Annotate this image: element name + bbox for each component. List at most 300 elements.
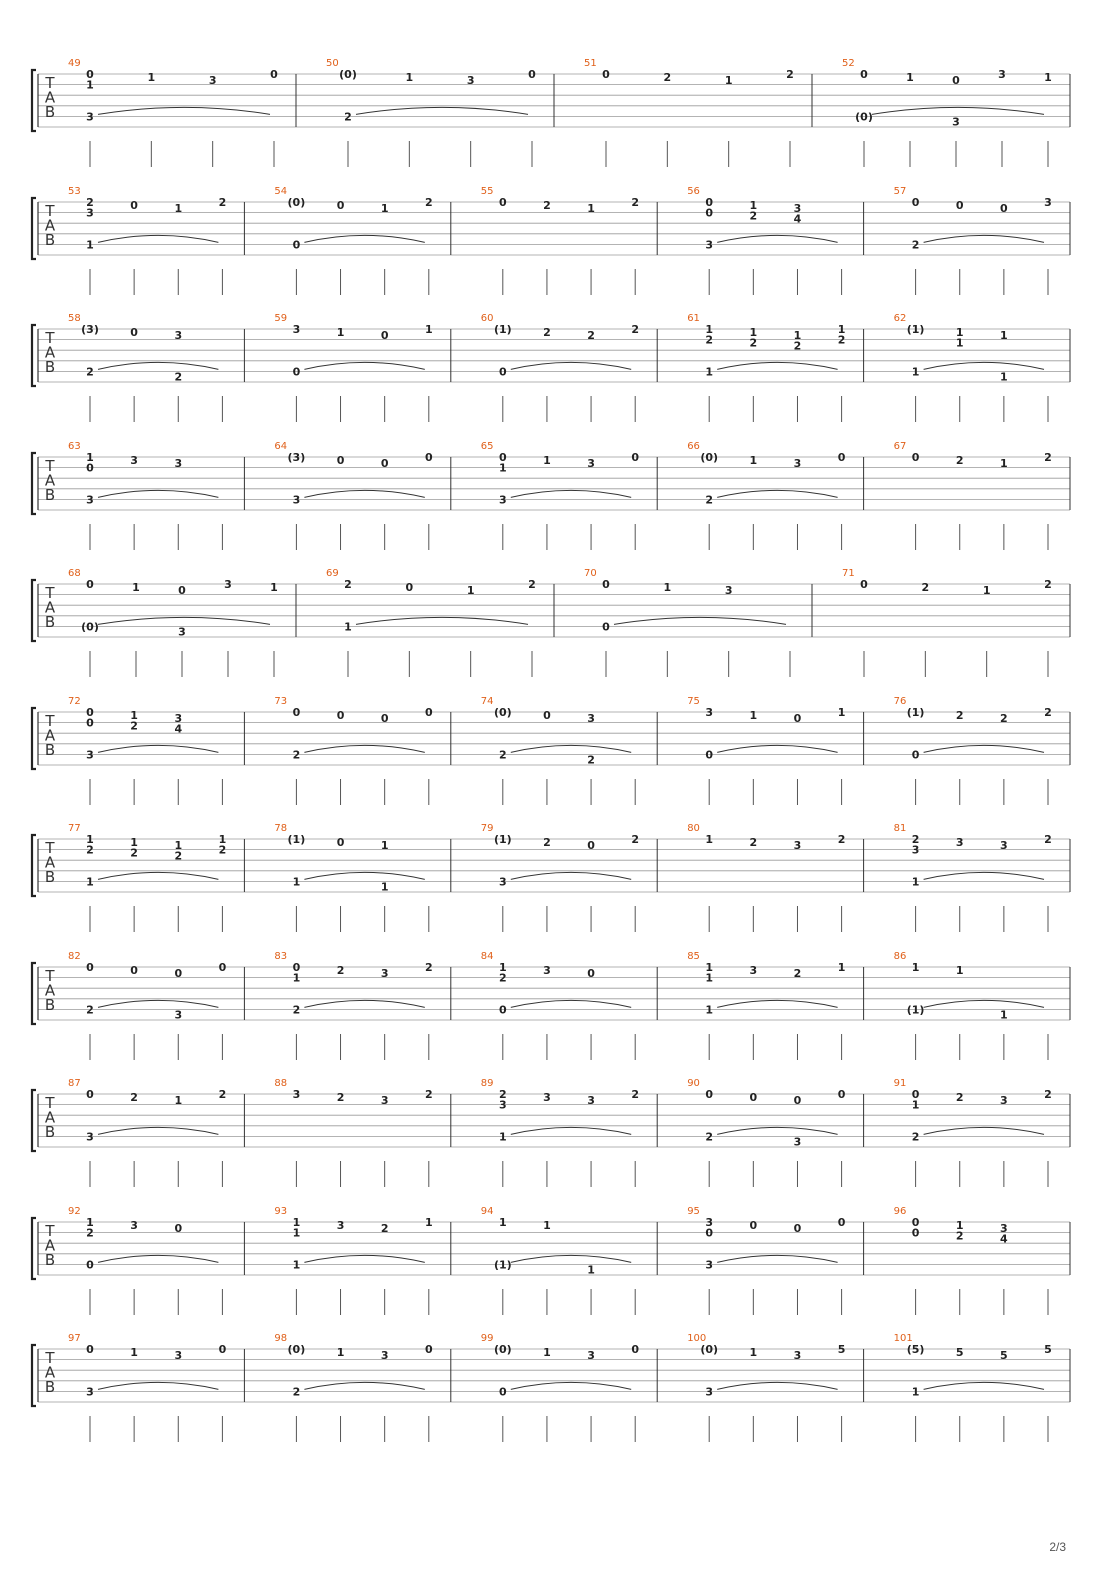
fret-number: 1 — [466, 584, 475, 597]
fret-number: 0 — [218, 960, 227, 974]
fret-number: 3 — [174, 329, 183, 342]
fret-number: 2 — [663, 71, 672, 84]
fret-number: 2 — [786, 68, 794, 81]
fret-number: 3 — [587, 456, 595, 470]
fret-number: 0 — [130, 198, 138, 212]
tie-arc — [304, 872, 424, 879]
tie-arc — [98, 362, 218, 369]
system-bracket — [32, 1090, 36, 1151]
bass-fret-number: 1 — [86, 237, 94, 251]
tie-arc — [304, 362, 424, 369]
fret-number: 2 — [543, 198, 551, 212]
fret-number: 0 — [587, 966, 595, 980]
bass-fret-number: 3 — [705, 1385, 714, 1399]
fret-number: 2 — [705, 333, 714, 347]
tab-system — [0, 1335, 1110, 1463]
fret-number: 3 — [1044, 195, 1052, 209]
tie-arc — [511, 1382, 631, 1389]
tie-arc — [98, 1382, 218, 1389]
tie-arc — [304, 1000, 424, 1007]
fret-number: 1 — [837, 705, 846, 719]
measure-number: 84 — [480, 950, 494, 962]
measure-number: 95 — [687, 1205, 700, 1217]
measure-number: 97 — [68, 1333, 81, 1344]
fret-number: 3 — [998, 68, 1006, 81]
fret-number: 1 — [906, 71, 914, 84]
fret-number: 2 — [793, 339, 802, 353]
measure-number: 60 — [480, 313, 494, 324]
fret-number: 0 — [705, 195, 714, 209]
fret-number: 1 — [705, 960, 714, 974]
fret-number: 0 — [86, 68, 94, 81]
fret-number: (0) — [339, 68, 357, 81]
fret-number: 1 — [663, 581, 672, 594]
bass-fret-number: 2 — [587, 752, 595, 766]
fret-number: (1) — [493, 833, 512, 846]
fret-number: 2 — [587, 329, 595, 342]
bass-fret-number: 2 — [705, 1130, 714, 1144]
fret-number: 3 — [208, 74, 217, 87]
fret-number: 1 — [336, 326, 345, 339]
bass-fret-number: 1 — [911, 875, 920, 889]
fret-number: 2 — [631, 195, 640, 209]
bass-fret-number: 2 — [911, 1130, 920, 1144]
system-bracket — [32, 325, 36, 386]
fret-number: 0 — [911, 1226, 920, 1240]
fret-number: 0 — [336, 453, 345, 467]
tab-clef-letter: B — [44, 995, 56, 1014]
fret-number: 1 — [749, 326, 758, 339]
fret-number: 1 — [911, 1098, 920, 1112]
fret-number: 1 — [86, 78, 94, 92]
fret-number: 0 — [86, 705, 94, 719]
tie-arc — [98, 745, 218, 752]
measure-number: 68 — [68, 568, 81, 579]
measure-number: 49 — [68, 58, 81, 69]
measure-number: 94 — [480, 1205, 494, 1217]
fret-number: 0 — [380, 329, 389, 342]
fret-number: 3 — [587, 1094, 595, 1107]
tie-arc — [304, 490, 424, 497]
measure-number: 89 — [480, 1078, 494, 1089]
fret-number: 1 — [837, 960, 846, 974]
tab-clef-letter: T — [45, 711, 55, 730]
fret-number: 1 — [911, 960, 920, 974]
measure-number: 70 — [584, 568, 597, 579]
fret-number: 3 — [705, 1215, 714, 1229]
fret-number: 3 — [749, 963, 758, 977]
measure-number: 69 — [326, 568, 339, 579]
fret-number: 2 — [837, 833, 846, 846]
tie-arc — [511, 1255, 631, 1262]
bass-fret-number: 1 — [1000, 1007, 1008, 1021]
tab-system — [0, 950, 1110, 1081]
fret-number: 3 — [130, 453, 138, 467]
fret-number: 2 — [837, 333, 846, 347]
bass-fret-number: 0 — [292, 365, 301, 379]
tie-arc — [614, 617, 786, 624]
bass-fret-number: 1 — [705, 365, 714, 379]
tab-system — [0, 825, 1110, 953]
measure-number: 55 — [480, 185, 494, 197]
fret-number: 1 — [1044, 71, 1052, 84]
fret-number: 2 — [955, 708, 964, 722]
fret-number: 3 — [793, 456, 802, 470]
fret-number: 5 — [955, 1346, 964, 1359]
fret-number: 0 — [130, 963, 138, 977]
fret-number: 1 — [86, 1215, 94, 1229]
bass-fret-number: 2 — [292, 1002, 301, 1016]
tie-arc — [924, 235, 1044, 242]
bass-fret-number: 1 — [587, 1262, 595, 1276]
fret-number: 0 — [174, 966, 183, 980]
bass-fret-number: 0 — [86, 1257, 94, 1271]
fret-number: (3) — [287, 450, 306, 464]
fret-number: 1 — [793, 329, 802, 342]
tab-clef-letter: B — [44, 1250, 56, 1269]
tie-arc — [98, 872, 218, 879]
tie-arc — [304, 1382, 424, 1389]
fret-number: 3 — [130, 1218, 138, 1232]
bass-fret-number: 1 — [498, 1130, 507, 1144]
tie-arc — [511, 1127, 631, 1134]
fret-number: 0 — [911, 1088, 920, 1101]
fret-number: 0 — [86, 461, 94, 475]
bass-fret-number: 1 — [911, 1385, 920, 1399]
fret-number: 0 — [860, 578, 868, 591]
fret-number: 0 — [86, 1343, 94, 1356]
tab-clef-letter: A — [44, 343, 56, 362]
fret-number: 2 — [631, 323, 640, 336]
bass-fret-number: 0 — [911, 747, 920, 761]
fret-number: 1 — [498, 960, 507, 974]
fret-number: 2 — [749, 209, 758, 223]
fret-number: 0 — [178, 584, 186, 597]
tab-system — [0, 1080, 1110, 1208]
tie-arc — [924, 362, 1044, 369]
tab-clef-letter: T — [45, 966, 55, 985]
fret-number: 1 — [705, 971, 714, 985]
tie-arc — [511, 872, 631, 879]
fret-number: 2 — [130, 719, 138, 733]
system-bracket — [32, 453, 36, 514]
fret-number: 1 — [955, 336, 964, 350]
measure-number: 85 — [687, 950, 700, 962]
tab-system — [0, 60, 1110, 188]
tab-staff-svg — [0, 60, 1110, 188]
tab-staff-svg — [0, 950, 1110, 1081]
measure-number: 83 — [274, 950, 288, 962]
measure-number: 57 — [893, 185, 907, 197]
fret-number: 1 — [130, 836, 138, 849]
fret-number: 0 — [292, 705, 301, 719]
fret-number: (0) — [700, 1343, 719, 1356]
fret-number: (0) — [700, 450, 719, 464]
fret-number: 3 — [587, 1349, 595, 1362]
fret-number: 1 — [982, 584, 991, 597]
fret-number: 2 — [336, 963, 345, 977]
measure-number: 88 — [274, 1078, 288, 1089]
fret-number: 1 — [132, 581, 140, 594]
tie-arc — [511, 490, 631, 497]
fret-number: 0 — [955, 198, 964, 212]
measure-number: 99 — [480, 1333, 494, 1344]
fret-number: 0 — [911, 195, 920, 209]
fret-number: 2 — [1044, 578, 1052, 591]
fret-number: 1 — [130, 708, 138, 722]
tie-arc — [98, 490, 218, 497]
tie-arc — [98, 107, 270, 114]
measure-number: 72 — [68, 695, 81, 707]
tie-arc — [717, 490, 837, 497]
bass-fret-number: 1 — [380, 880, 389, 894]
system-bracket — [32, 963, 36, 1024]
system-bracket — [32, 1218, 36, 1279]
fret-number: 1 — [218, 833, 227, 846]
tie-arc — [717, 745, 837, 752]
tab-clef-letter: B — [44, 613, 56, 631]
fret-number: 2 — [543, 836, 551, 849]
fret-number: 0 — [705, 1226, 714, 1240]
tie-arc — [304, 235, 424, 242]
fret-number: 2 — [424, 960, 433, 974]
fret-number: 2 — [380, 1221, 389, 1235]
fret-number: 3 — [543, 963, 551, 977]
fret-number: (1) — [287, 833, 306, 846]
tie-arc — [924, 1000, 1044, 1007]
fret-number: 0 — [837, 1215, 846, 1229]
measure-number: 53 — [68, 185, 81, 197]
tab-clef-letter: T — [45, 201, 55, 220]
fret-number: 2 — [1044, 1088, 1052, 1101]
bass-fret-number: 3 — [292, 492, 301, 506]
fret-number: 0 — [837, 1088, 846, 1101]
measure-number: 64 — [274, 440, 288, 452]
tie-arc — [511, 362, 631, 369]
fret-number: 1 — [86, 833, 94, 846]
fret-number: 2 — [955, 453, 964, 467]
fret-number: 1 — [270, 581, 278, 594]
tie-arc — [98, 235, 218, 242]
fret-number: 3 — [793, 1349, 802, 1362]
fret-number: 2 — [793, 966, 802, 980]
bass-fret-number: 3 — [498, 492, 507, 506]
fret-number: 3 — [292, 1088, 301, 1101]
system-bracket — [32, 70, 36, 131]
bass-fret-number: 0 — [498, 365, 507, 379]
bass-fret-number: 2 — [292, 1385, 301, 1399]
tab-staff-svg — [0, 695, 1110, 826]
fret-number: (3) — [81, 323, 99, 336]
fret-number: 1 — [174, 1094, 183, 1107]
tie-arc — [511, 1000, 631, 1007]
fret-number: 0 — [86, 578, 94, 591]
tab-clef-letter: T — [45, 329, 55, 347]
fret-number: 0 — [837, 450, 846, 464]
fret-number: 3 — [587, 711, 595, 725]
tab-system — [0, 570, 1110, 698]
fret-number: 2 — [498, 971, 507, 985]
fret-number: (5) — [906, 1343, 925, 1356]
measure-number: 77 — [68, 823, 81, 834]
tie-arc — [98, 1127, 218, 1134]
bass-fret-number: 0 — [602, 620, 610, 634]
tie-arc — [924, 1127, 1044, 1134]
fret-number: 2 — [424, 195, 433, 209]
tie-arc — [872, 107, 1044, 114]
tab-clef-letter: A — [44, 726, 56, 744]
tie-arc — [98, 1000, 218, 1007]
fret-number: 2 — [921, 581, 930, 594]
tab-staff-svg — [0, 185, 1110, 316]
tab-clef-letter: B — [44, 868, 56, 886]
fret-number: 1 — [955, 326, 964, 339]
tie-arc — [717, 1255, 837, 1262]
fret-number: 1 — [86, 450, 94, 464]
fret-number: 3 — [86, 206, 94, 220]
fret-number: 0 — [174, 1221, 183, 1235]
fret-number: 1 — [336, 1346, 345, 1359]
tie-arc — [717, 1382, 837, 1389]
fret-number: 1 — [543, 1346, 551, 1359]
fret-number: 1 — [424, 323, 433, 336]
tab-clef-letter: A — [44, 88, 56, 107]
system-bracket — [32, 1345, 36, 1406]
fret-number: 0 — [631, 450, 640, 464]
bass-fret-number: (0) — [81, 620, 99, 634]
fret-number: 2 — [86, 843, 94, 857]
fret-number: 0 — [86, 716, 94, 730]
fret-number: 2 — [955, 1091, 964, 1104]
bass-fret-number: 2 — [705, 492, 714, 506]
fret-number: 0 — [218, 1343, 227, 1356]
fret-number: 2 — [86, 195, 94, 209]
fret-number: 1 — [837, 323, 846, 336]
bass-fret-number: 3 — [705, 237, 714, 251]
fret-number: (1) — [906, 705, 925, 719]
fret-number: 0 — [498, 195, 507, 209]
measure-number: 100 — [687, 1333, 707, 1344]
fret-number: 3 — [911, 843, 920, 857]
fret-number: (0) — [493, 705, 512, 719]
tie-arc — [356, 617, 528, 624]
measure-number: 93 — [274, 1205, 288, 1217]
tab-clef-letter: T — [45, 584, 55, 602]
system-bracket — [32, 198, 36, 259]
fret-number: 0 — [424, 450, 433, 464]
bass-fret-number: 3 — [86, 492, 94, 506]
tab-staff-svg — [0, 1080, 1110, 1208]
tie-arc — [98, 617, 270, 624]
tab-system — [0, 440, 1110, 571]
fret-number: 0 — [631, 1343, 640, 1356]
bass-fret-number: 2 — [86, 365, 94, 379]
tab-system — [0, 1205, 1110, 1336]
fret-number: 5 — [837, 1343, 846, 1356]
fret-number: 0 — [749, 1091, 758, 1104]
fret-number: 2 — [336, 1091, 345, 1104]
fret-number: 1 — [130, 1346, 138, 1359]
measure-number: 98 — [274, 1333, 288, 1344]
measure-number: 62 — [893, 313, 907, 324]
bass-fret-number: 2 — [344, 110, 352, 124]
fret-number: 2 — [1044, 450, 1052, 464]
fret-number: 0 — [424, 1343, 433, 1356]
tie-arc — [98, 1255, 218, 1262]
tab-clef-letter: T — [45, 74, 55, 92]
tab-clef-letter: A — [44, 471, 56, 489]
bass-fret-number: 0 — [705, 747, 714, 761]
fret-number: 0 — [292, 960, 301, 974]
fret-number: 2 — [749, 336, 758, 350]
fret-number: (0) — [287, 1343, 306, 1356]
tab-clef-letter: B — [44, 103, 56, 121]
fret-number: 1 — [955, 963, 964, 977]
fret-number: 0 — [952, 74, 960, 87]
fret-number: 2 — [344, 578, 352, 591]
bass-fret-number: 3 — [86, 110, 94, 124]
fret-number: 2 — [1044, 705, 1052, 719]
fret-number: 3 — [955, 836, 964, 849]
fret-number: 1 — [749, 1346, 758, 1359]
fret-number: 3 — [1000, 839, 1008, 852]
fret-number: 3 — [466, 74, 475, 87]
tab-clef-letter: T — [45, 1221, 55, 1240]
bass-fret-number: 0 — [498, 1002, 507, 1016]
bass-fret-number: 3 — [178, 625, 186, 639]
tab-clef-letter: B — [44, 485, 56, 504]
measure-number: 63 — [68, 440, 81, 452]
fret-number: 0 — [602, 578, 610, 591]
fret-number: 0 — [380, 456, 389, 470]
measure-number: 74 — [480, 695, 494, 707]
fret-number: 3 — [1000, 1221, 1008, 1235]
bass-fret-number: 2 — [86, 1002, 94, 1016]
bass-fret-number: (1) — [493, 1257, 512, 1271]
fret-number: 0 — [405, 581, 414, 594]
bass-fret-number: 1 — [344, 620, 352, 634]
fret-number: 4 — [793, 212, 802, 226]
fret-number: 3 — [380, 1349, 389, 1362]
fret-number: 1 — [380, 201, 389, 215]
fret-number: 1 — [292, 971, 301, 985]
measure-number: 91 — [893, 1078, 907, 1089]
measure-number: 50 — [326, 58, 339, 69]
fret-number: 2 — [498, 1088, 507, 1101]
tab-clef-letter: A — [44, 216, 56, 234]
system-bracket — [32, 580, 36, 641]
fret-number: 3 — [224, 578, 232, 591]
tie-arc — [717, 1000, 837, 1007]
fret-number: 1 — [174, 201, 183, 215]
bass-fret-number: (1) — [906, 1002, 925, 1016]
measure-number: 56 — [687, 185, 700, 197]
fret-number: 4 — [174, 722, 183, 736]
fret-number: 2 — [543, 326, 551, 339]
tie-arc — [356, 107, 528, 114]
bass-fret-number: 1 — [705, 1002, 714, 1016]
tie-arc — [717, 1127, 837, 1134]
fret-number: 2 — [955, 1229, 964, 1243]
fret-number: 0 — [336, 836, 345, 849]
fret-number: 1 — [705, 833, 714, 846]
tie-arc — [924, 872, 1044, 879]
measure-number: 87 — [68, 1078, 81, 1089]
fret-number: 2 — [631, 1088, 640, 1101]
bass-fret-number: 1 — [292, 875, 301, 889]
bass-fret-number: 3 — [952, 115, 960, 129]
bass-fret-number: 2 — [174, 370, 183, 384]
